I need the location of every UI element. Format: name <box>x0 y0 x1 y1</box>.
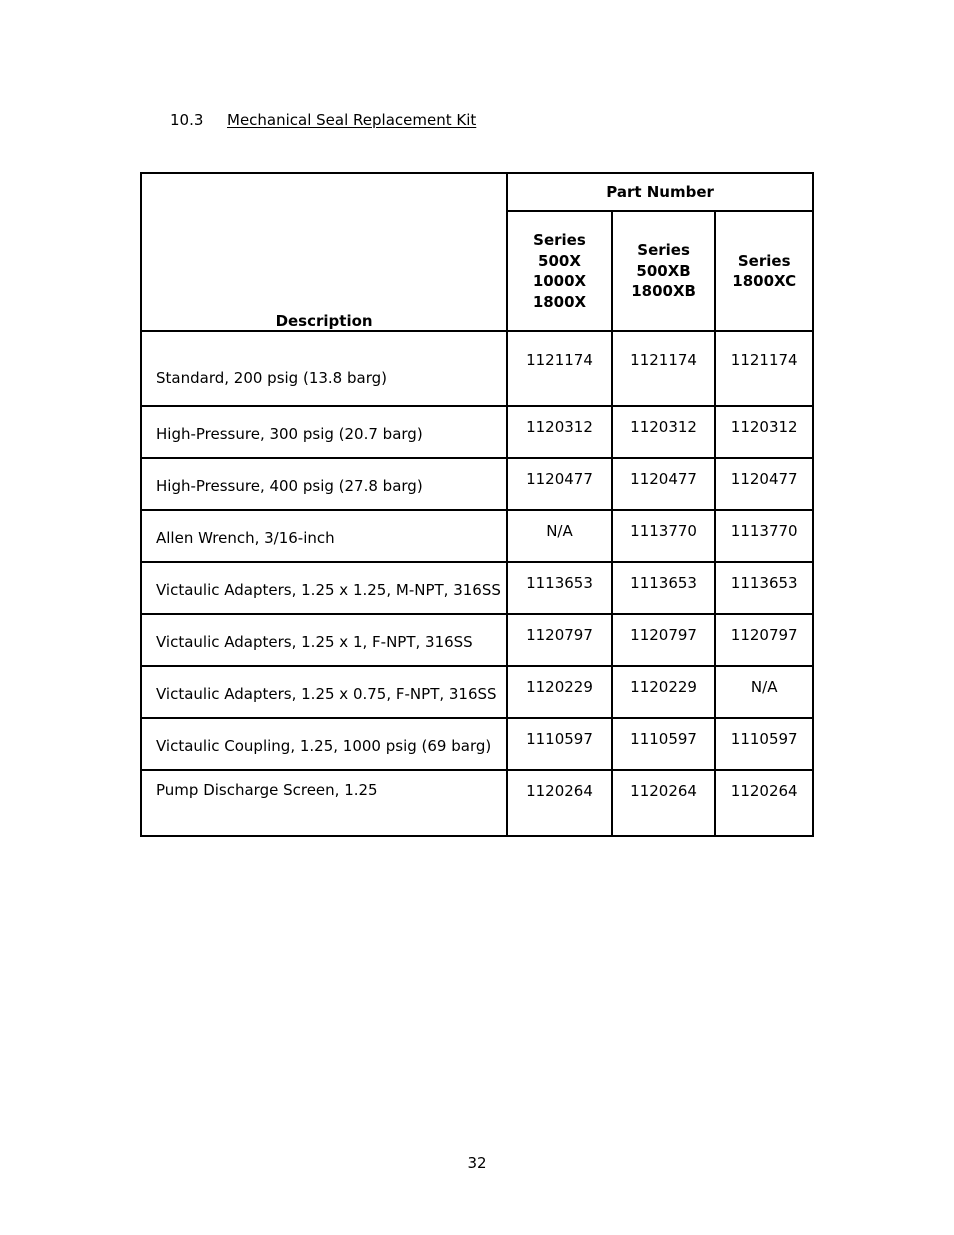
table-body <box>141 331 813 836</box>
parts-table <box>140 172 814 837</box>
table-row <box>141 510 813 562</box>
part-number-cell: 1120477 <box>715 458 813 510</box>
part-number-cell: 1120264 <box>507 770 612 836</box>
table-row <box>141 770 813 836</box>
part-number-cell: 1121174 <box>612 331 716 406</box>
table-row <box>141 562 813 614</box>
part-number-cell: 1121174 <box>507 331 612 406</box>
part-number-cell: N/A <box>507 510 612 562</box>
table-row <box>141 614 813 666</box>
table-row <box>141 666 813 718</box>
part-number-cell: 1120229 <box>612 666 716 718</box>
description-header: Description <box>141 173 507 331</box>
part-number-cell: 1120264 <box>715 770 813 836</box>
part-number-cell: 1113770 <box>612 510 716 562</box>
part-number-cell: 1113653 <box>612 562 716 614</box>
part-number-cell: 1121174 <box>715 331 813 406</box>
section-heading <box>170 110 476 130</box>
row-description: Victaulic Adapters, 1.25 x 1, F-NPT, 316SS <box>141 614 507 666</box>
part-number-cell: 1120477 <box>612 458 716 510</box>
section-number: 10.3 <box>170 111 204 129</box>
row-description: High-Pressure, 400 psig (27.8 barg) <box>141 458 507 510</box>
row-description: Pump Discharge Screen, 1.25 <box>141 770 507 836</box>
row-description: Victaulic Coupling, 1.25, 1000 psig (69 barg) <box>141 718 507 770</box>
series-header-3 <box>715 211 813 331</box>
part-number-cell: 1110597 <box>715 718 813 770</box>
row-description: Standard, 200 psig (13.8 barg) <box>141 331 507 406</box>
series-header-1 <box>507 211 612 331</box>
part-number-cell: 1110597 <box>612 718 716 770</box>
table-row <box>141 718 813 770</box>
part-number-cell: N/A <box>715 666 813 718</box>
part-number-cell: 1120477 <box>507 458 612 510</box>
series-header-line: 500XB <box>636 261 691 280</box>
part-number-cell: 1120312 <box>507 406 612 458</box>
table-header <box>141 173 813 331</box>
row-description: High-Pressure, 300 psig (20.7 barg) <box>141 406 507 458</box>
part-number-cell: 1120312 <box>612 406 716 458</box>
series-header-line: Series <box>533 231 586 249</box>
series-header-line: Series <box>637 241 690 260</box>
table-row <box>141 406 813 458</box>
part-number-cell: 1113653 <box>507 562 612 614</box>
row-description: Victaulic Adapters, 1.25 x 1.25, M-NPT, 316SS <box>141 562 507 614</box>
part-number-cell: 1120797 <box>507 614 612 666</box>
table-row <box>141 458 813 510</box>
table-row <box>141 331 813 406</box>
series-header-line: 1000X <box>532 272 587 290</box>
section-title: Mechanical Seal Replacement Kit <box>227 111 477 129</box>
series-header-line: 1800X <box>532 292 587 311</box>
part-number-cell: 1113653 <box>715 562 813 614</box>
part-number-cell: 1110597 <box>507 718 612 770</box>
part-number-header: Part Number <box>507 173 813 211</box>
page-number: 32 <box>467 1154 487 1172</box>
row-description: Victaulic Adapters, 1.25 x 0.75, F-NPT, 316SS <box>141 666 507 718</box>
part-number-cell: 1120264 <box>612 770 716 836</box>
part-number-cell: 1120312 <box>715 406 813 458</box>
series-header-line: Series <box>737 251 791 270</box>
part-number-cell: 1120797 <box>715 614 813 666</box>
series-header-line: 1800XC <box>732 272 797 290</box>
row-description: Allen Wrench, 3/16-inch <box>141 510 507 562</box>
series-header-line: 1800XB <box>631 282 696 301</box>
series-header-line: 500X <box>538 251 581 270</box>
part-number-cell: 1120229 <box>507 666 612 718</box>
part-number-cell: 1113770 <box>715 510 813 562</box>
part-number-cell: 1120797 <box>612 614 716 666</box>
series-header-2 <box>612 211 716 331</box>
